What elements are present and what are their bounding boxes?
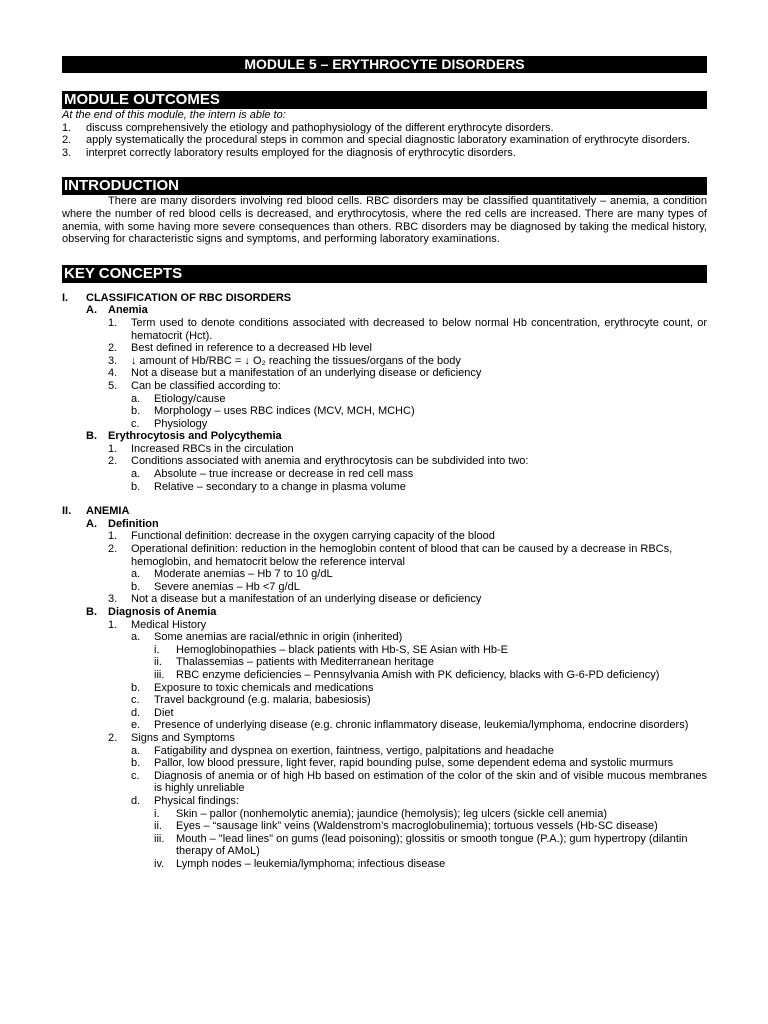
section-anemia: II. ANEMIA (62, 505, 130, 518)
document-page (62, 56, 707, 870)
list-item: 1. Increased RBCs in the circulation (108, 442, 294, 455)
list-item: d. Diet (131, 706, 174, 719)
list-item: iii. RBC enzyme deficiencies – Pennsylvania Amish with PK deficiency, blacks with G-6-PD deficiency) (154, 668, 660, 681)
list-item: 3. Not a disease but a manifestation of an underlying disease or deficiency (108, 593, 482, 606)
module-title: MODULE 5 – ERYTHROCYTE DISORDERS (62, 56, 707, 73)
list-item: 1. Functional definition: decrease in the oxygen carrying capacity of the blood (108, 530, 495, 543)
list-item: a. Moderate anemias – Hb 7 to 10 g/dL (131, 568, 333, 581)
list-item: 2. Signs and Symptoms (108, 731, 235, 744)
outcome-item: 1. discuss comprehensively the etiology and pathophysiology of the different erythrocyte disorders. (62, 121, 554, 134)
subsection-diagnosis: B. Diagnosis of Anemia (86, 606, 217, 618)
list-item: 2. Operational definition: reduction in the hemoglobin content of blood that can be caused by a decrease in RBCs, hemoglobin, and hematocrit below the reference interval (108, 543, 673, 568)
list-item: b. Severe anemias – Hb <7 g/dL (131, 580, 300, 593)
list-item: c. Diagnosis of anemia or of high Hb based on estimation of the color of the skin and of visible mucous membranes is highly unreliable (131, 769, 707, 795)
list-item: b. Pallor, low blood pressure, light fever, rapid bounding pulse, some dependent edema and systolic murmurs (131, 757, 674, 770)
list-item: b. Morphology – uses RBC indices (MCV, MCH, MCHC) (131, 405, 415, 418)
list-item: ii. Eyes – “sausage link” veins (Waldenstrom’s macroglobulinemia); tortuous vessels (Hb-SC disease) (154, 820, 658, 833)
list-item: b. Relative – secondary to a change in plasma volume (131, 480, 406, 493)
list-item: e. Presence of underlying disease (e.g. chronic inflammatory disease, leukemia/lymphoma, endocrine disorders) (131, 719, 689, 732)
list-item: 2. Best defined in reference to a decreased Hb level (108, 342, 372, 355)
list-item: b. Exposure to toxic chemicals and medications (131, 681, 374, 694)
list-item: iii. Mouth – "lead lines" on gums (lead poisoning); glossitis or smooth tongue (P.A.); gum hypertropy (dilantin therapy of AMoL) (154, 832, 688, 858)
list-item: 5. Can be classified according to: (108, 379, 281, 392)
key-concepts-heading: KEY CONCEPTS (62, 265, 707, 283)
list-item: a. Fatigability and dyspnea on exertion, faintness, vertigo, palpitations and headache (131, 744, 554, 757)
list-item: a. Some anemias are racial/ethnic in origin (inherited) (131, 631, 403, 644)
list-item: 1. Medical History (108, 618, 207, 631)
list-item: c. Physiology (131, 417, 208, 430)
outcomes-intro: At the end of this module, the intern is able to: (62, 109, 286, 121)
list-item: i. Skin – pallor (nonhemolytic anemia); jaundice (hemolysis); leg ulcers (sickle cell anemia) (154, 807, 608, 820)
list-item: a. Absolute – true increase or decrease in red cell mass (131, 468, 414, 481)
list-item: 3. ↓ amount of Hb/RBC = ↓ O₂ reaching the tissues/organs of the body (108, 354, 461, 367)
outcome-item: 3. interpret correctly laboratory results employed for the diagnosis of erythrocytic disorders. (62, 146, 516, 159)
subsection-definition: A. Definition (86, 517, 159, 530)
outcomes-heading: MODULE OUTCOMES (62, 91, 707, 109)
list-item: a. Etiology/cause (131, 392, 226, 405)
subsection-erythrocytosis: B. Erythrocytosis and Polycythemia (86, 430, 282, 443)
list-item: 4. Not a disease but a manifestation of an underlying disease or deficiency (108, 367, 482, 380)
list-item: 1. Term used to denote conditions associated with decreased to below normal Hb concentration, erythrocyte count, or hematocrit (Hct). (108, 316, 707, 342)
outcome-item: 2. apply systematically the procedural steps in common and special diagnostic laboratory examination of erythrocyte disorders. (62, 134, 691, 147)
introduction-heading: INTRODUCTION (62, 177, 707, 195)
list-item: c. Travel background (e.g. malaria, babesiosis) (131, 694, 371, 707)
list-item: 2. Conditions associated with anemia and erythrocytosis can be subdivided into two: (108, 455, 529, 468)
list-item: ii. Thalassemias – patients with Mediterranean heritage (154, 656, 435, 669)
subsection-anemia: A. Anemia (86, 304, 148, 317)
list-item: iv. Lymph nodes – leukemia/lymphoma; infectious disease (154, 857, 446, 870)
introduction-body: There are many disorders involving red blood cells. RBC disorders may be classified quantitatively – anemia, a condition where the number of red blood cells is decreased, and erythrocytosis, where the red cells are increased. There are many types of anemia, with some having more severe consequences than others. RBC disorders may be diagnosed by taking the medical history, observing for characteristic signs and symptoms, and performing laboratory examinations. (62, 195, 707, 246)
section-classification: I. CLASSIFICATION OF RBC DISORDERS (62, 291, 292, 304)
list-item: i. Hemoglobinopathies – black patients with Hb-S, SE Asian with Hb-E (154, 643, 509, 656)
list-item: d. Physical findings: (131, 794, 239, 807)
